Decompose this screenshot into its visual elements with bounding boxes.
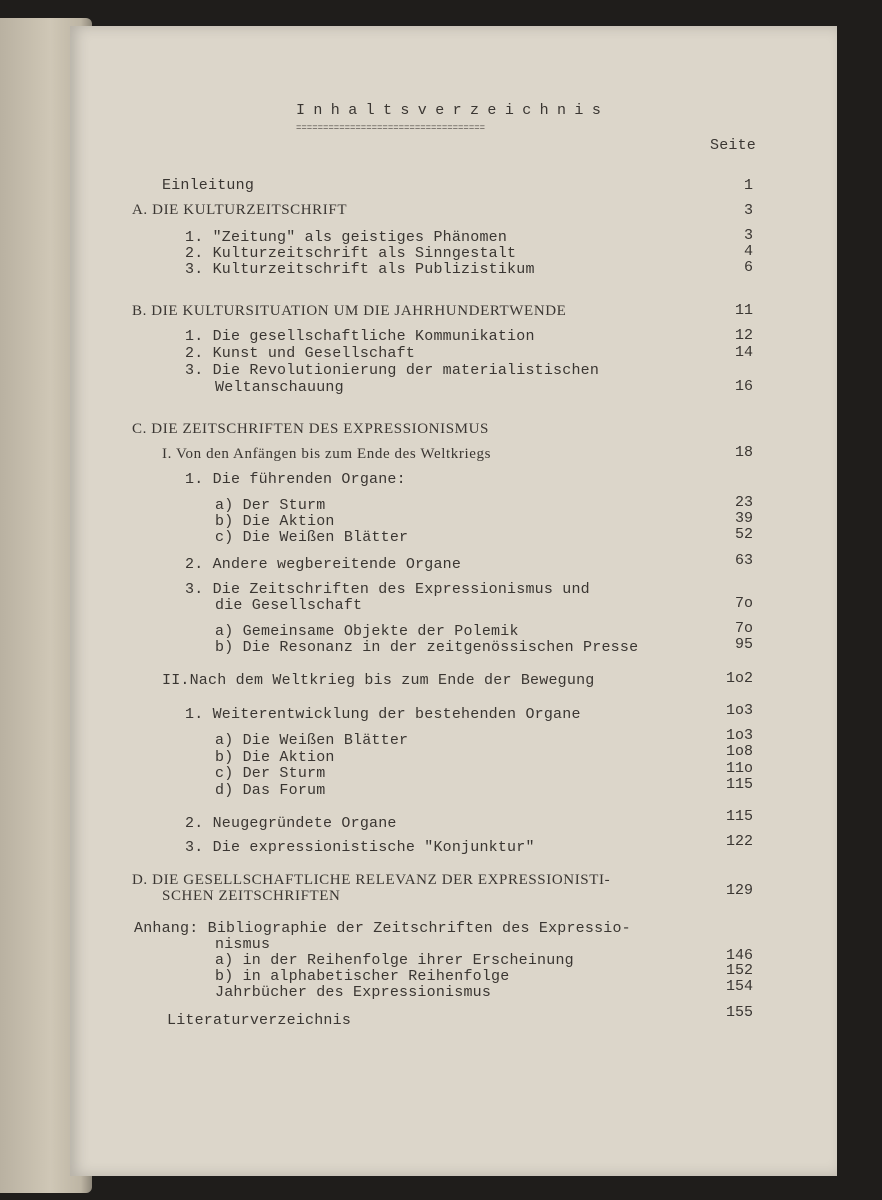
toc-entry-page: 154 bbox=[725, 978, 753, 995]
toc-entry-text: Weltanschauung bbox=[215, 379, 344, 396]
toc-entry-page: 16 bbox=[734, 378, 753, 395]
toc-entry-page: 1o3 bbox=[725, 727, 753, 744]
toc-entry-text: nismus bbox=[215, 936, 271, 953]
toc-entry-text: c) Der Sturm bbox=[215, 765, 326, 782]
toc-entry-text: D. DIE GESELLSCHAFTLICHE RELEVANZ DER EXPRESSIONISTI- bbox=[132, 872, 611, 888]
toc-entry-text: die Gesellschaft bbox=[215, 597, 363, 614]
toc-entry-text: b) Die Aktion bbox=[215, 749, 335, 766]
toc-entry-page: 7o bbox=[734, 620, 753, 637]
toc-entry-page: 39 bbox=[734, 510, 753, 527]
toc-entry-page: 11o bbox=[725, 760, 753, 777]
toc-entry-page: 11 bbox=[734, 302, 753, 319]
toc-entry-page: 155 bbox=[725, 1004, 753, 1021]
toc-entry-text: d) Das Forum bbox=[215, 782, 326, 799]
toc-entry-page: 1o8 bbox=[725, 743, 753, 760]
toc-entry-page: 3 bbox=[743, 202, 753, 219]
toc-entry-page: 129 bbox=[725, 882, 753, 899]
toc-page bbox=[70, 26, 837, 1176]
title-underline: =================================== bbox=[296, 123, 486, 133]
toc-entry-text: 2. Andere wegbereitende Organe bbox=[185, 556, 462, 573]
toc-entry-page: 1o3 bbox=[725, 702, 753, 719]
toc-entry-page: 115 bbox=[725, 776, 753, 793]
seite-label: Seite bbox=[710, 137, 757, 154]
toc-entry-text: 3. Die Zeitschriften des Expressionismus und bbox=[185, 581, 590, 598]
toc-entry-page: 12 bbox=[734, 327, 753, 344]
toc-entry-text: 1. Die führenden Organe: bbox=[185, 471, 406, 488]
toc-entry-page: 23 bbox=[734, 494, 753, 511]
toc-entry-page: 146 bbox=[725, 947, 753, 964]
toc-entry-text: b) in alphabetischer Reihenfolge bbox=[215, 968, 510, 985]
toc-entry-text: 2. Kulturzeitschrift als Sinngestalt bbox=[185, 245, 517, 262]
toc-entry-page: 1o2 bbox=[725, 670, 753, 687]
toc-entry-page: 52 bbox=[734, 526, 753, 543]
toc-entry-text: Einleitung bbox=[162, 177, 255, 194]
toc-title: Inhaltsverzeichnis bbox=[296, 102, 610, 119]
toc-entry-text: 1. Die gesellschaftliche Kommunikation bbox=[185, 328, 535, 345]
toc-entry-page: 63 bbox=[734, 552, 753, 569]
toc-entry-text: b) Die Resonanz in der zeitgenössischen Presse bbox=[215, 639, 639, 656]
toc-entry-text: C. DIE ZEITSCHRIFTEN DES EXPRESSIONISMUS bbox=[132, 421, 489, 437]
toc-entry-text: 2. Kunst und Gesellschaft bbox=[185, 345, 416, 362]
toc-entry-text: 1. Weiterentwicklung der bestehenden Organe bbox=[185, 706, 581, 723]
toc-entry-text: 2. Neugegründete Organe bbox=[185, 815, 397, 832]
toc-entry-page: 6 bbox=[743, 259, 753, 276]
toc-entry-text: Literaturverzeichnis bbox=[167, 1012, 352, 1029]
toc-entry-page: 122 bbox=[725, 833, 753, 850]
toc-entry-text: a) Die Weißen Blätter bbox=[215, 732, 409, 749]
toc-entry-page: 18 bbox=[734, 444, 753, 461]
toc-entry-text: Anhang: Bibliographie der Zeitschriften des Expressio- bbox=[134, 920, 631, 937]
toc-entry-text: 3. Die Revolutionierung der materialistischen bbox=[185, 362, 600, 379]
toc-entry-text: b) Die Aktion bbox=[215, 513, 335, 530]
toc-entry-page: 7o bbox=[734, 595, 753, 612]
toc-entry-text: 3. Die expressionistische "Konjunktur" bbox=[185, 839, 535, 856]
toc-entry-text: a) in der Reihenfolge ihrer Erscheinung bbox=[215, 952, 574, 969]
toc-entry-text: II.Nach dem Weltkrieg bis zum Ende der Bewegung bbox=[162, 672, 595, 689]
toc-entry-page: 1 bbox=[743, 177, 753, 194]
toc-entry-page: 14 bbox=[734, 344, 753, 361]
toc-entry-text: a) Gemeinsame Objekte der Polemik bbox=[215, 623, 519, 640]
toc-entry-text: B. DIE KULTURSITUATION UM DIE JAHRHUNDERTWENDE bbox=[132, 303, 567, 319]
toc-entry-page: 152 bbox=[725, 962, 753, 979]
toc-entry-text: a) Der Sturm bbox=[215, 497, 326, 514]
toc-entry-text: Jahrbücher des Expressionismus bbox=[215, 984, 492, 1001]
toc-entry-page: 115 bbox=[725, 808, 753, 825]
toc-entry-text: 3. Kulturzeitschrift als Publizistikum bbox=[185, 261, 535, 278]
toc-entry-page: 3 bbox=[743, 227, 753, 244]
toc-entry-page: 95 bbox=[734, 636, 753, 653]
toc-entry-text: SCHEN ZEITSCHRIFTEN bbox=[162, 888, 341, 904]
toc-entry-page: 4 bbox=[743, 243, 753, 260]
toc-entry-text: I. Von den Anfängen bis zum Ende des Weltkriegs bbox=[162, 446, 492, 462]
toc-entry-text: c) Die Weißen Blätter bbox=[215, 529, 409, 546]
toc-entry-text: A. DIE KULTURZEITSCHRIFT bbox=[132, 202, 348, 218]
toc-entry-text: 1. "Zeitung" als geistiges Phänomen bbox=[185, 229, 508, 246]
